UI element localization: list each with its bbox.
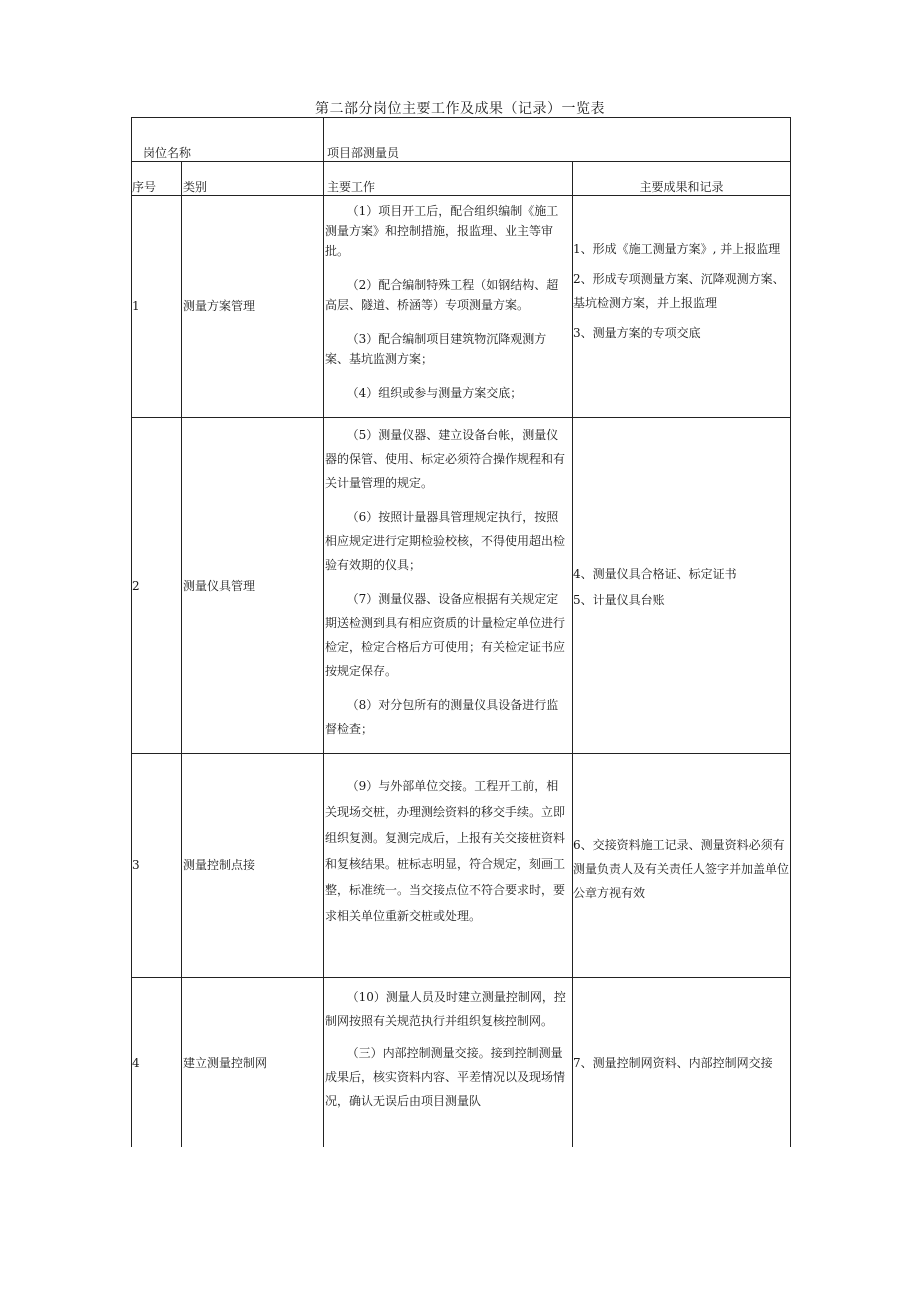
page-title: 第二部分岗位主要工作及成果（记录）一览表: [315, 101, 605, 117]
row-2-category: 测量仪具管理: [183, 579, 256, 593]
col-header-seq: 序号: [132, 180, 157, 194]
work-item: （4）组织或参与测量方案交底；: [346, 386, 523, 400]
row-4-results: [573, 1053, 789, 1073]
table-border-left: [131, 117, 132, 1147]
result-item: 3、测量方案的专项交底: [573, 326, 701, 340]
result-item: 4、测量仪具合格证、标定证书: [573, 567, 737, 581]
work-table: [131, 117, 791, 1147]
work-item: （6）按照计量器具管理规定执行，按照相应规定进行定期检验校核，不得使用超出检验有效期的仪具；: [325, 510, 566, 572]
col-header-work: 主要工作: [327, 180, 376, 194]
col-header-results: 主要成果和记录: [639, 180, 724, 194]
row-3-results: [573, 833, 789, 905]
row-4-work: [325, 985, 570, 1113]
result-item: 6、交接资料施工记录、测量资料必须有测量负责人及有关责任人签字并加盖单位公章方视有效: [573, 838, 790, 900]
position-value: 项目部测量员: [327, 146, 400, 160]
work-item: （10）测量人员及时建立测量控制网，控制网按照有关规范执行并组织复核控制网。: [325, 990, 566, 1028]
row-1-results: [573, 237, 788, 345]
work-item: （3）配合编制项目建筑物沉降观测方案、基坑监测方案；: [325, 332, 547, 366]
work-item: （9）与外部单位交接。工程开工前，相关现场交桩，办理测绘资料的移交手续。立即组织复测。复测完成后，上报有关交接桩资料和复核结果。桩标志明显，符合规定，刻画工整，标准统一。当交接点位不符合要求时，要求相关单位重新交桩或处理。: [325, 779, 566, 923]
row-2-results: [573, 561, 788, 613]
row-divider: [131, 417, 791, 418]
row-divider: [131, 753, 791, 754]
table-border-right: [790, 117, 791, 1147]
row-3-work: [325, 773, 570, 929]
row-4-category: 建立测量控制网: [183, 1056, 268, 1070]
col-divider: [181, 161, 182, 1147]
position-label: 岗位名称: [143, 146, 192, 160]
col-header-category: 类别: [183, 180, 208, 194]
row-1-seq: 1: [132, 299, 140, 313]
row-1-work: [325, 201, 570, 411]
result-item: 5、计量仪具台账: [573, 593, 665, 607]
result-item: 2、形成专项测量方案、沉降观测方案、基坑检测方案，并上报监理: [573, 272, 785, 310]
result-item: 1、形成《施工测量方案》, 并上报监理: [573, 242, 781, 256]
row-3-category: 测量控制点接: [183, 858, 256, 872]
work-item: （8）对分包所有的测量仪具设备进行监督检查；: [325, 698, 559, 736]
table-border-top: [131, 117, 791, 118]
row-4-seq: 4: [132, 1056, 140, 1070]
work-item: （三）内部控制测量交接。接到控制测量成果后，核实资料内容、平差情况以及现场情况，确认无误后由项目测量队: [325, 1046, 566, 1108]
row-3-seq: 3: [132, 858, 140, 872]
result-item: 7、测量控制网资料、内部控制网交接: [573, 1056, 773, 1070]
work-item: （5）测量仪器、建立设备台帐，测量仪器的保管、使用、标定必须符合操作规程和有关计量管理的规定。: [325, 428, 566, 490]
work-item: （7）测量仪器、设备应根据有关规定定期送检测到具有相应资质的计量检定单位进行检定，检定合格后方可使用；有关检定证书应按规定保存。: [325, 592, 566, 678]
row-1-category: 测量方案管理: [183, 299, 256, 313]
work-item: （1）项目开工后，配合组织编制《施工测量方案》和控制措施，报监理、业主等审批。: [325, 204, 559, 258]
row-2-seq: 2: [132, 579, 140, 593]
col-divider: [323, 117, 324, 1147]
work-item: （2）配合编制特殊工程（如钢结构、超高层、隧道、桥涵等）专项测量方案。: [325, 278, 559, 312]
row-divider: [131, 977, 791, 978]
row-2-work: [325, 423, 570, 749]
